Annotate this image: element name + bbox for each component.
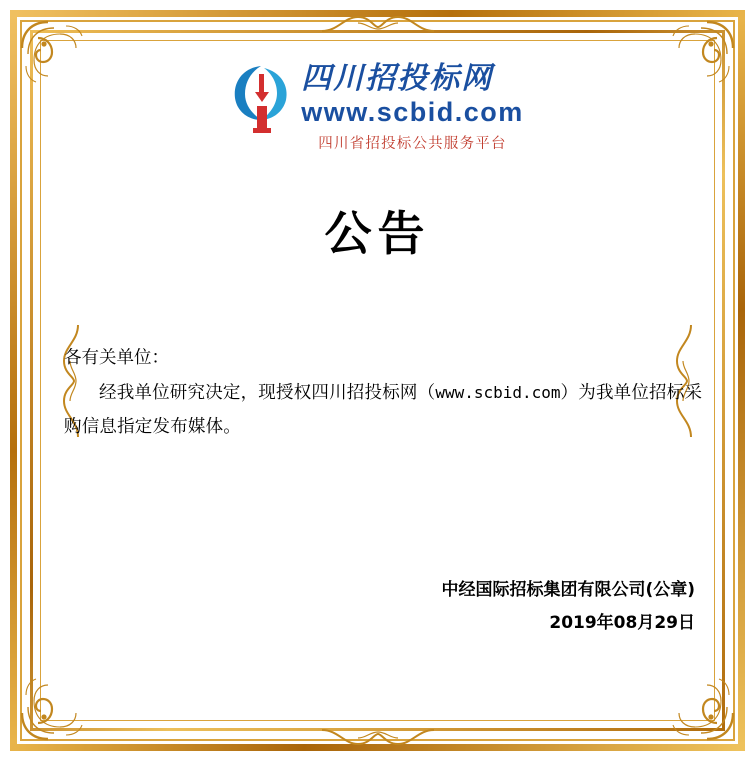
scbid-tower-logo-icon xyxy=(231,62,293,134)
edge-ornament-icon xyxy=(318,724,438,750)
logo-brand-subtitle: 四川省招投标公共服务平台 xyxy=(318,136,507,153)
signature-block xyxy=(441,574,695,639)
logo-brand-url: www.scbid.com xyxy=(301,97,524,127)
signature-organization: 中经国际招标集团有限公司(公章) xyxy=(441,580,695,601)
paragraph-tail: 为我单位招标采购信息指定发布媒体。 xyxy=(64,383,703,437)
site-logo xyxy=(52,62,703,153)
body-paragraph xyxy=(64,377,703,444)
paragraph-lead: 经我单位研究决定，现授权四川招投标网（ xyxy=(99,383,436,404)
document-body xyxy=(52,342,703,444)
page-title: 公告 xyxy=(324,207,431,263)
salutation-text: 各有关单位： xyxy=(64,348,169,369)
document-content xyxy=(52,52,703,709)
edge-ornament-icon xyxy=(318,11,438,37)
signature-date: 2019年08月29日 xyxy=(549,612,695,633)
paragraph-url: www.scbid.com xyxy=(435,383,561,403)
paragraph-mid: ） xyxy=(560,383,579,404)
logo-brand-cn: 四川招投标网 xyxy=(301,61,494,96)
